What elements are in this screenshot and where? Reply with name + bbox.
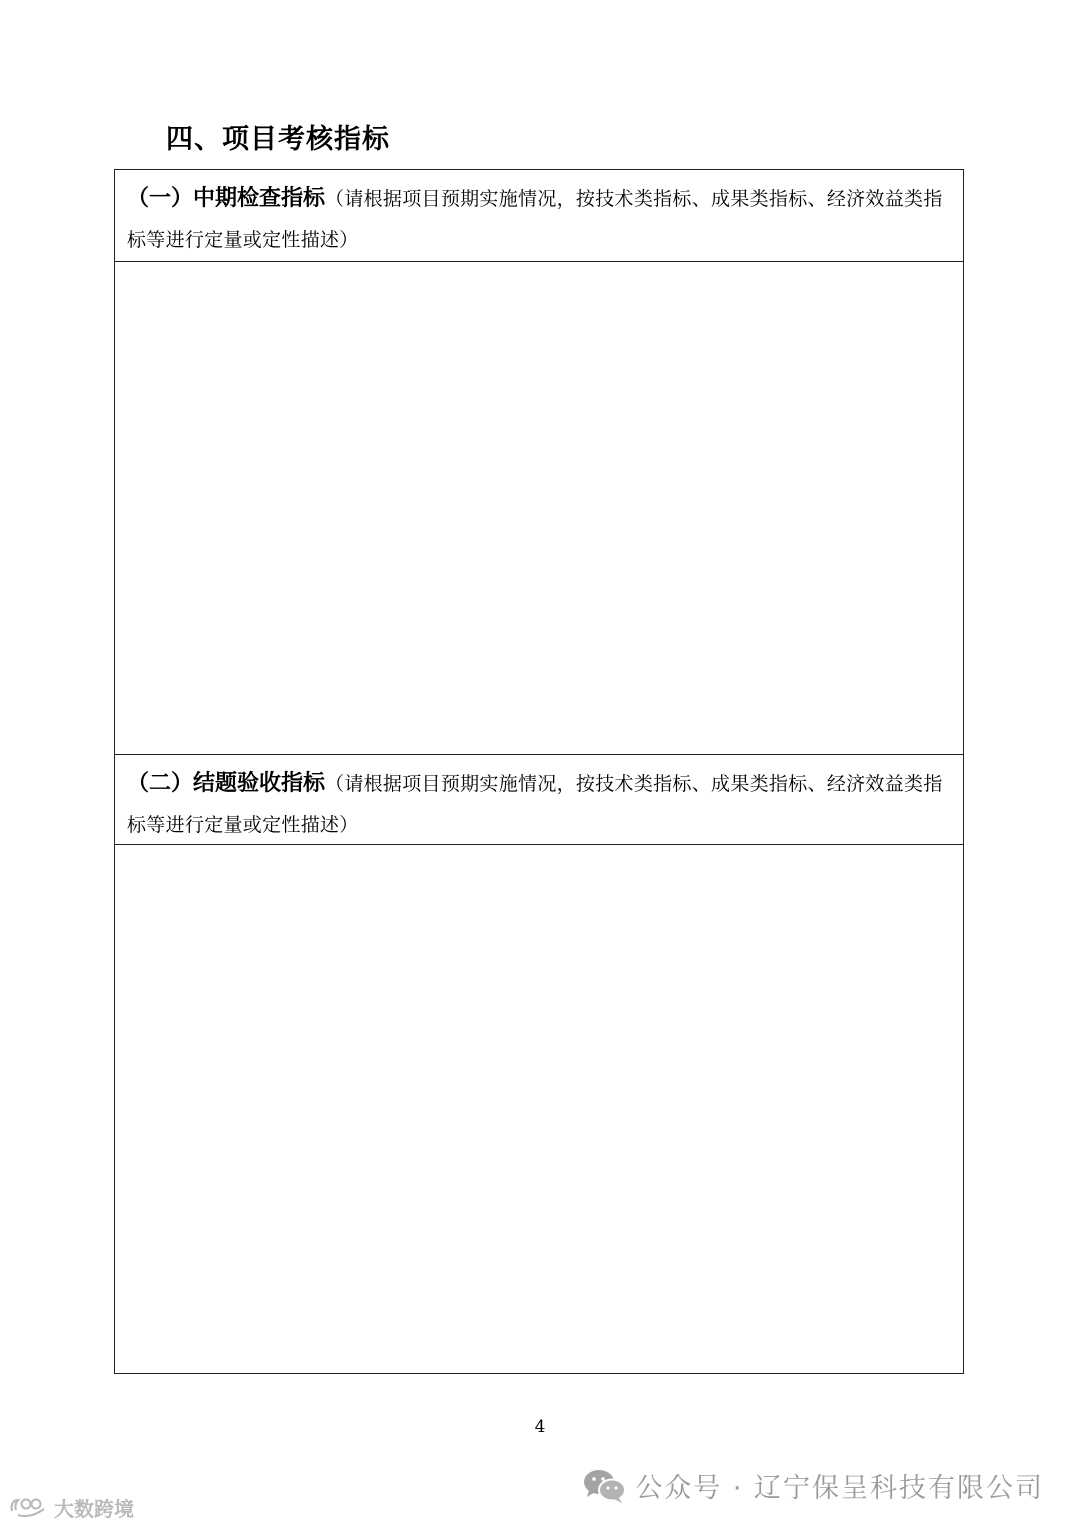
assessment-table xyxy=(114,169,964,1374)
final-content-cell[interactable] xyxy=(115,844,963,1373)
logo-icon xyxy=(8,1497,50,1519)
final-header-cell xyxy=(115,754,963,844)
wechat-icon xyxy=(583,1468,627,1504)
final-heading: （二）结题验收指标 xyxy=(127,771,326,796)
wechat-watermark-text: 公众号 · 辽宁保呈科技有限公司 xyxy=(635,1473,1044,1504)
final-note: （请根据项目预期实施情况，按技术类指标、成果类指标、经济效益类指标等进行定量或定性描述） xyxy=(127,773,943,836)
source-watermark xyxy=(8,1493,134,1522)
wechat-watermark xyxy=(583,1466,1044,1505)
midterm-content-cell[interactable] xyxy=(115,261,963,754)
midterm-heading: （一）中期检查指标 xyxy=(127,186,326,211)
source-watermark-text: 大数跨境 xyxy=(54,1497,134,1521)
midterm-header-cell xyxy=(115,170,963,261)
page-number: 4 xyxy=(534,1417,546,1437)
section-title: 四、项目考核指标 xyxy=(166,124,390,155)
midterm-note: （请根据项目预期实施情况，按技术类指标、成果类指标、经济效益类指标等进行定量或定性描述） xyxy=(127,188,943,251)
